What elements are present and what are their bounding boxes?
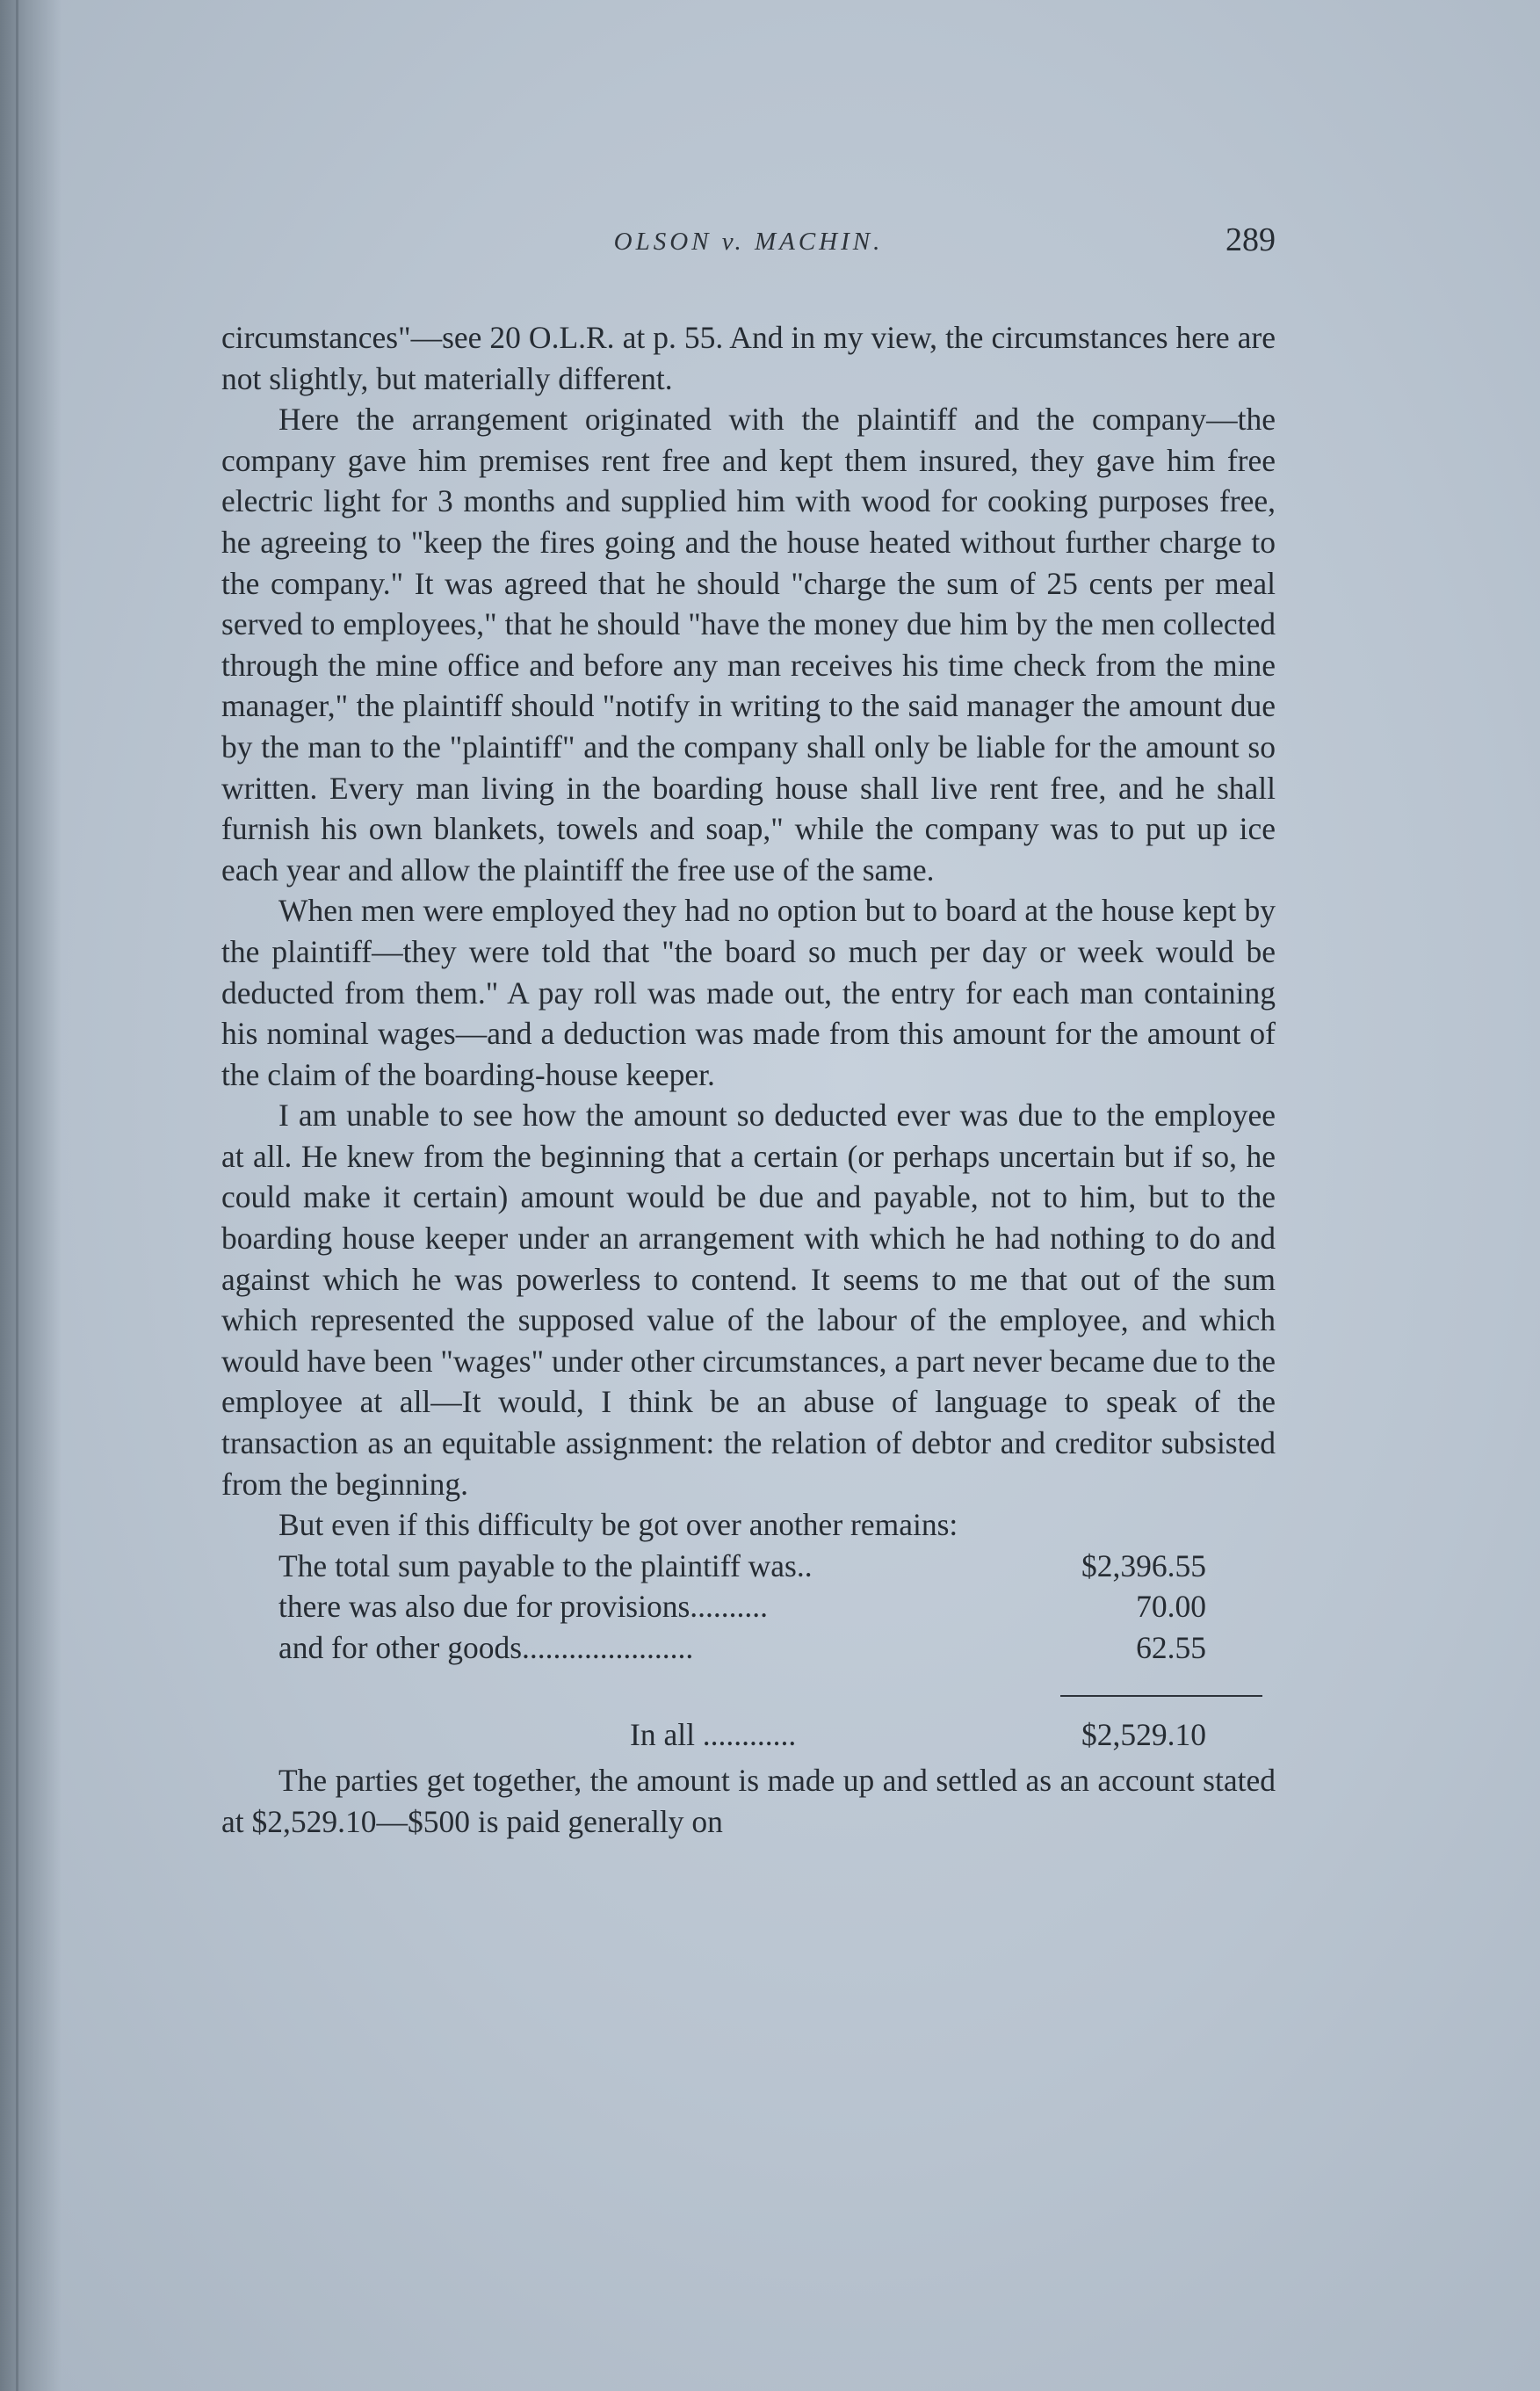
paragraph-settlement: The parties get together, the amount is made up and settled as an account stated at $2,529.10—$500 is paid generally on xyxy=(221,1763,1276,1839)
paragraph-difficulty: But even if this difficulty be got over another remains: xyxy=(278,1507,958,1543)
sum-rule xyxy=(1060,1695,1262,1697)
paragraph-employment: When men were employed they had no option but to board at the house kept by the plaintiff—they were told that "the board so much per day or week would be deducted from them." A pay roll was made out, the entry for each man containing his nominal wages—and a deduction was made from this amount for the amount of the claim of the boarding-house keeper. xyxy=(221,893,1276,1092)
account-table xyxy=(221,1546,1276,1755)
paragraph-continuation: circumstances"—see 20 O.L.R. at p. 55. And in my view, the circumstances here are not slightly, but materially different. xyxy=(221,320,1276,396)
account-total-amount: $2,529.10 xyxy=(1081,1716,1206,1752)
page-text-block xyxy=(221,215,1276,1842)
paragraph-reasoning: I am unable to see how the amount so deducted ever was due to the employee at all. He knew from the beginning that a certain (or perhaps uncertain but if so, he could make it certain) amount would be due and payable, not to him, but to the boarding house keeper under an arrangement with which he had nothing to do and against which he was powerless to contend. It seems to me that out of the sum which represented the supposed value of the labour of the employee, and which would have been "wages" under other circumstances, a part never became due to the employee at all—It would, I think be an abuse of language to speak of the transaction as an equitable assignment: the relation of debtor and creditor subsisted from the beginning. xyxy=(221,1098,1276,1502)
running-title: OLSON v. MACHIN. xyxy=(613,228,884,256)
account-row-amount: 62.55 xyxy=(1136,1630,1206,1665)
page-number: 289 xyxy=(1225,221,1276,258)
account-total-label: In all ............ xyxy=(630,1716,797,1752)
running-head xyxy=(221,215,1276,277)
sum-rule-row xyxy=(278,1669,1276,1709)
account-row xyxy=(278,1546,1276,1587)
account-row-label: The total sum payable to the plaintiff was.. xyxy=(278,1547,813,1583)
binding-crease xyxy=(16,0,18,2391)
account-row-label: and for other goods...................... xyxy=(278,1630,694,1665)
account-row xyxy=(278,1586,1276,1627)
page-binding-edge xyxy=(0,0,61,2391)
account-row-label: there was also due for provisions.......... xyxy=(278,1589,769,1625)
account-total-row xyxy=(278,1714,1276,1756)
account-row-amount: $2,396.55 xyxy=(1081,1547,1206,1583)
paragraph-arrangement: Here the arrangement originated with the plaintiff and the company—the company gave him premises rent free and kept them insured, they gave him free electric light for 3 months and supplied him with wood for cooking purposes free, he agreeing to "keep the fires going and the house heated without further charge to the company." It was agreed that he should "charge the sum of 25 cents per meal served to employees," that he should "have the money due him by the men collected through the mine office and before any man receives his time check from the mine manager," the plaintiff should "notify in writing to the said manager the amount due by the man to the "plaintiff" and the company shall only be liable for the amount so written. Every man living in the boarding house shall live rent free, and he shall furnish his own blankets, towels and soap," while the company was to put up ice each year and allow the plaintiff the free use of the same. xyxy=(221,402,1276,888)
account-row xyxy=(278,1627,1276,1669)
account-row-amount: 70.00 xyxy=(1136,1589,1206,1625)
